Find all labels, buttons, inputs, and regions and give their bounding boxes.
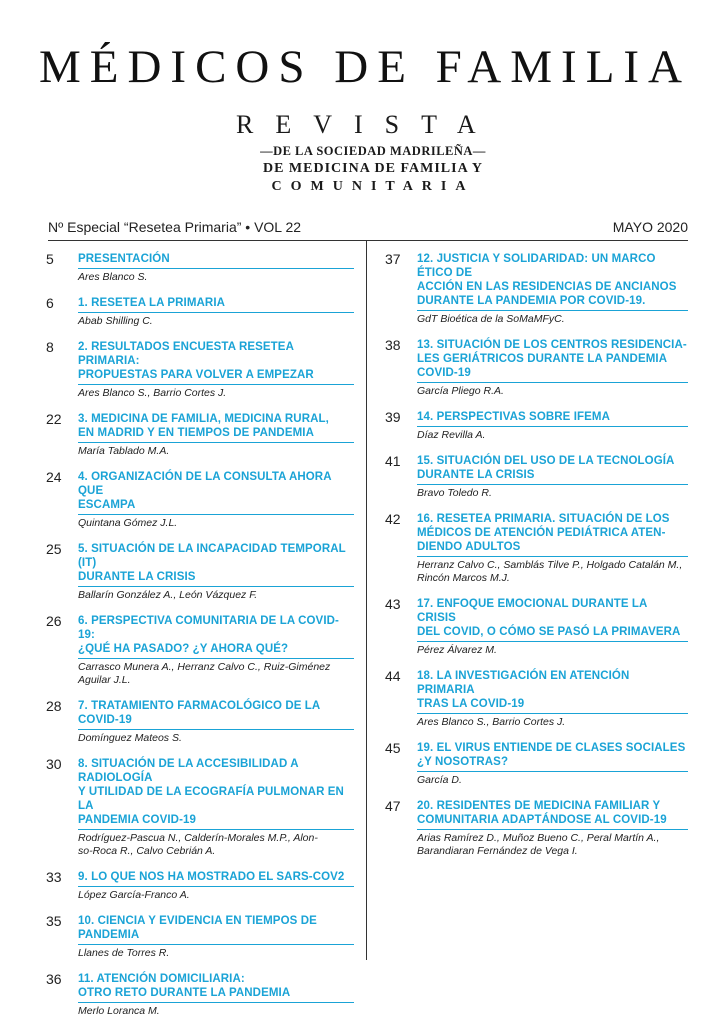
article-title[interactable]: 4. ORGANIZACIÓN DE LA CONSULTA AHORA QUE ESCAMPA bbox=[78, 470, 354, 515]
page-number: 47 bbox=[385, 798, 401, 814]
article-authors: Herranz Calvo C., Samblás Tilve P., Holgado Catalán M., Rincón Marcos M.J. bbox=[417, 559, 683, 584]
issue-date: MAYO 2020 bbox=[612, 219, 688, 235]
article-title[interactable]: 9. LO QUE NOS HA MOSTRADO EL SARS-COV2 bbox=[78, 870, 354, 887]
page-number: 36 bbox=[46, 971, 62, 987]
toc-entry[interactable] bbox=[46, 340, 354, 400]
article-title[interactable]: 5. SITUACIÓN DE LA INCAPACIDAD TEMPORAL (IT) DURANTE LA CRISIS bbox=[78, 542, 354, 587]
page-number: 26 bbox=[46, 613, 62, 629]
article-authors: GdT Bioética de la SoMaMFyC. bbox=[417, 313, 565, 325]
toc-entry[interactable] bbox=[46, 699, 354, 745]
toc-entry[interactable] bbox=[46, 972, 354, 1018]
article-authors: Pérez Álvarez M. bbox=[417, 644, 497, 656]
page-number: 44 bbox=[385, 668, 401, 684]
page-number: 37 bbox=[385, 251, 401, 267]
article-title[interactable]: 7. TRATAMIENTO FARMACOLÓGICO DE LA COVID-19 bbox=[78, 699, 354, 730]
article-authors: García D. bbox=[417, 774, 462, 786]
article-title[interactable]: 15. SITUACIÓN DEL USO DE LA TECNOLOGÍA DURANTE LA CRISIS bbox=[417, 454, 688, 485]
issue-info: Nº Especial “Resetea Primaria” • VOL 22 bbox=[48, 219, 302, 235]
article-authors: Abab Shilling C. bbox=[78, 315, 153, 327]
toc-entry[interactable] bbox=[46, 870, 354, 902]
article-title[interactable]: PRESENTACIÓN bbox=[78, 252, 354, 269]
article-authors: Bravo Toledo R. bbox=[417, 487, 492, 499]
column-divider bbox=[366, 240, 367, 960]
article-authors: Merlo Loranca M. bbox=[78, 1005, 160, 1017]
toc-entry[interactable] bbox=[46, 614, 354, 687]
toc-entry[interactable] bbox=[385, 252, 688, 326]
society-line-2: DE MEDICINA DE FAMILIA Y bbox=[262, 161, 483, 176]
toc-entry[interactable] bbox=[385, 669, 688, 729]
page-number: 8 bbox=[46, 339, 54, 355]
toc-entry[interactable] bbox=[46, 296, 354, 328]
article-authors: López García-Franco A. bbox=[78, 889, 190, 901]
article-authors: Llanes de Torres R. bbox=[78, 947, 170, 959]
page-number: 45 bbox=[385, 740, 401, 756]
page-number: 33 bbox=[46, 869, 62, 885]
article-title[interactable]: 12. JUSTICIA Y SOLIDARIDAD: UN MARCO ÉTICO DE ACCIÓN EN LAS RESIDENCIAS DE ANCIANOS DURANTE LA PANDEMIA POR COVID-19. bbox=[417, 252, 688, 311]
toc-entry[interactable] bbox=[385, 338, 688, 398]
article-authors: Arias Ramírez D., Muñoz Bueno C., Peral Martín A., Barandiaran Fernández de Vega I. bbox=[417, 832, 660, 857]
article-title[interactable]: 19. EL VIRUS ENTIENDE DE CLASES SOCIALES ¿Y NOSOTRAS? bbox=[417, 741, 688, 772]
toc-entry[interactable] bbox=[385, 410, 688, 442]
article-title[interactable]: 16. RESETEA PRIMARIA. SITUACIÓN DE LOS MÉDICOS DE ATENCIÓN PEDIÁTRICA ATEN- DIENDO ADULTOS bbox=[417, 512, 688, 557]
article-title[interactable]: 2. RESULTADOS ENCUESTA RESETEA PRIMARIA: PROPUESTAS PARA VOLVER A EMPEZAR bbox=[78, 340, 354, 385]
toc-entry[interactable] bbox=[385, 741, 688, 787]
page-number: 42 bbox=[385, 511, 401, 527]
toc-left-column bbox=[46, 252, 354, 1030]
article-authors: Ballarín González A., León Vázquez F. bbox=[78, 589, 258, 601]
toc-entry[interactable] bbox=[385, 454, 688, 500]
journal-subtitle-block bbox=[228, 110, 518, 195]
article-authors: María Tablado M.A. bbox=[78, 445, 170, 457]
page-number: 5 bbox=[46, 251, 54, 267]
page-number: 35 bbox=[46, 913, 62, 929]
article-authors: Quintana Gómez J.L. bbox=[78, 517, 178, 529]
toc-entry[interactable] bbox=[46, 757, 354, 858]
page-number: 28 bbox=[46, 698, 62, 714]
page-number: 43 bbox=[385, 596, 401, 612]
toc-right-column bbox=[385, 252, 688, 870]
article-authors: Ares Blanco S., Barrio Cortes J. bbox=[417, 716, 566, 728]
toc-entry[interactable] bbox=[385, 799, 688, 858]
article-title[interactable]: 17. ENFOQUE EMOCIONAL DURANTE LA CRISIS DEL COVID, O CÓMO SE PASÓ LA PRIMAVERA bbox=[417, 597, 688, 642]
article-authors: Ares Blanco S. bbox=[78, 271, 148, 283]
article-title[interactable]: 18. LA INVESTIGACIÓN EN ATENCIÓN PRIMARIA TRAS LA COVID-19 bbox=[417, 669, 688, 714]
page-number: 41 bbox=[385, 453, 401, 469]
toc-entry[interactable] bbox=[46, 542, 354, 602]
toc-entry[interactable] bbox=[46, 252, 354, 284]
toc-entry[interactable] bbox=[46, 412, 354, 458]
page-number: 6 bbox=[46, 295, 54, 311]
article-title[interactable]: 11. ATENCIÓN DOMICILIARIA: OTRO RETO DURANTE LA PANDEMIA bbox=[78, 972, 354, 1003]
article-authors: Ares Blanco S., Barrio Cortes J. bbox=[78, 387, 227, 399]
society-line-3: COMUNITARIA bbox=[271, 179, 475, 194]
revista-label: REVISTA bbox=[236, 110, 498, 139]
page-number: 38 bbox=[385, 337, 401, 353]
article-authors: García Pliego R.A. bbox=[417, 385, 504, 397]
header-rule bbox=[48, 240, 688, 241]
article-title[interactable]: 20. RESIDENTES DE MEDICINA FAMILIAR Y COMUNITARIA ADAPTÁNDOSE AL COVID-19 bbox=[417, 799, 688, 830]
page-number: 30 bbox=[46, 756, 62, 772]
article-authors: Domínguez Mateos S. bbox=[78, 732, 182, 744]
article-authors: Carrasco Munera A., Herranz Calvo C., Ruiz-Giménez Aguilar J.L. bbox=[78, 661, 331, 686]
article-title[interactable]: 1. RESETEA LA PRIMARIA bbox=[78, 296, 354, 313]
page-number: 24 bbox=[46, 469, 62, 485]
article-title[interactable]: 10. CIENCIA Y EVIDENCIA EN TIEMPOS DE PANDEMIA bbox=[78, 914, 354, 945]
toc-entry[interactable] bbox=[46, 470, 354, 530]
society-line-1: —DE LA SOCIEDAD MADRILEÑA— bbox=[260, 144, 486, 158]
article-authors: Díaz Revilla A. bbox=[417, 429, 486, 441]
article-title[interactable]: 8. SITUACIÓN DE LA ACCESIBILIDAD A RADIOLOGÍA Y UTILIDAD DE LA ECOGRAFÍA PULMONAR EN LA PANDEMIA COVID-19 bbox=[78, 757, 354, 830]
masthead bbox=[0, 40, 720, 94]
page-number: 39 bbox=[385, 409, 401, 425]
page-number: 25 bbox=[46, 541, 62, 557]
article-title[interactable]: 3. MEDICINA DE FAMILIA, MEDICINA RURAL, EN MADRID Y EN TIEMPOS DE PANDEMIA bbox=[78, 412, 354, 443]
toc-entry[interactable] bbox=[385, 597, 688, 657]
article-title[interactable]: 14. PERSPECTIVAS SOBRE IFEMA bbox=[417, 410, 688, 427]
toc-entry[interactable] bbox=[385, 512, 688, 585]
journal-title: MÉDICOS DE FAMILIA bbox=[38, 41, 691, 93]
article-title[interactable]: 13. SITUACIÓN DE LOS CENTROS RESIDENCIA- LES GERIÁTRICOS DURANTE LA PANDEMIA COVID-19 bbox=[417, 338, 688, 383]
article-authors: Rodríguez-Pascua N., Calderín-Morales M.P., Alon- so-Roca R., Calvo Cebrián A. bbox=[78, 832, 318, 857]
article-title[interactable]: 6. PERSPECTIVA COMUNITARIA DE LA COVID-19: ¿QUÉ HA PASADO? ¿Y AHORA QUÉ? bbox=[78, 614, 354, 659]
toc-entry[interactable] bbox=[46, 914, 354, 960]
page-number: 22 bbox=[46, 411, 62, 427]
